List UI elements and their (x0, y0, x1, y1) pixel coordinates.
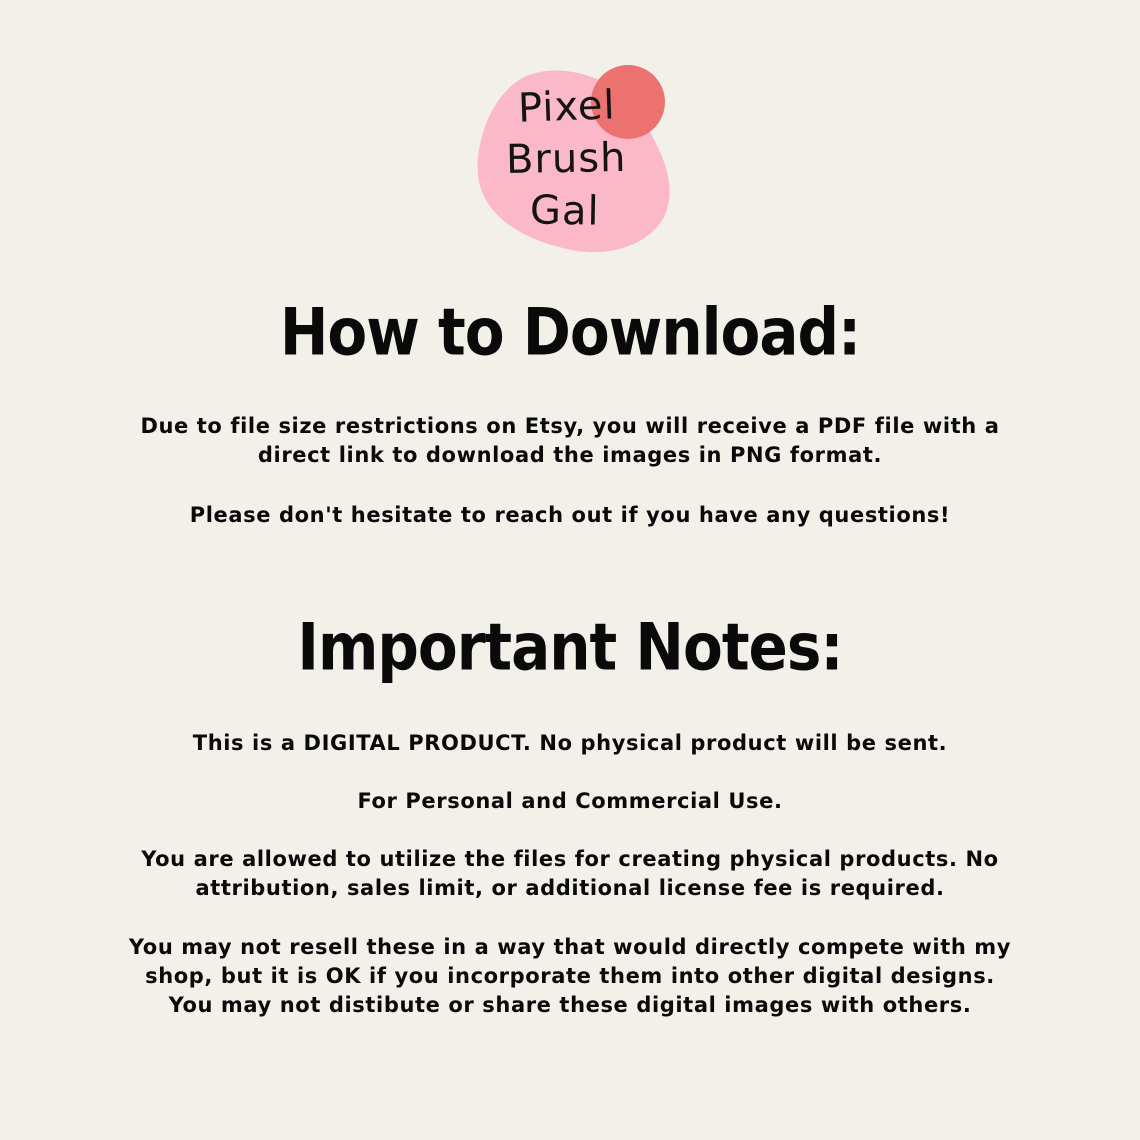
note-physical-products-line-1: You are allowed to utilize the files for creating physical products. No (141, 847, 999, 871)
download-info-paragraph (80, 412, 1060, 470)
note-digital-product (80, 729, 1060, 758)
logo-word-3: Gal (529, 187, 601, 235)
logo-word-2: Brush (505, 134, 627, 184)
logo-word-1: Pixel (517, 82, 617, 132)
note-physical-products (80, 845, 1060, 903)
notes-heading: Important Notes: (297, 608, 843, 686)
note-resale-line-1: You may not resell these in a way that would directly compete with my (128, 935, 1012, 959)
contact-paragraph (80, 501, 1060, 530)
contact-line: Please don't hesitate to reach out if you have any questions! (189, 503, 951, 527)
note-usage (80, 787, 1060, 816)
note-resale-line-3: You may not distibute or share these digital images with others. (168, 993, 972, 1017)
brand-logo (470, 62, 680, 262)
note-resale-line-2: shop, but it is OK if you incorporate them into other digital designs. (145, 964, 995, 988)
logo-wordmark (470, 62, 680, 262)
download-info-line-1: Due to file size restrictions on Etsy, you will receive a PDF file with a (140, 414, 1000, 438)
download-info-line-2: direct link to download the images in PNG format. (257, 443, 883, 467)
note-resale (80, 933, 1060, 1020)
note-physical-products-line-2: attribution, sales limit, or additional license fee is required. (195, 876, 945, 900)
note-digital-product-line: This is a DIGITAL PRODUCT. No physical product will be sent. (192, 731, 948, 755)
note-usage-line: For Personal and Commercial Use. (357, 789, 783, 813)
download-heading: How to Download: (279, 293, 861, 371)
